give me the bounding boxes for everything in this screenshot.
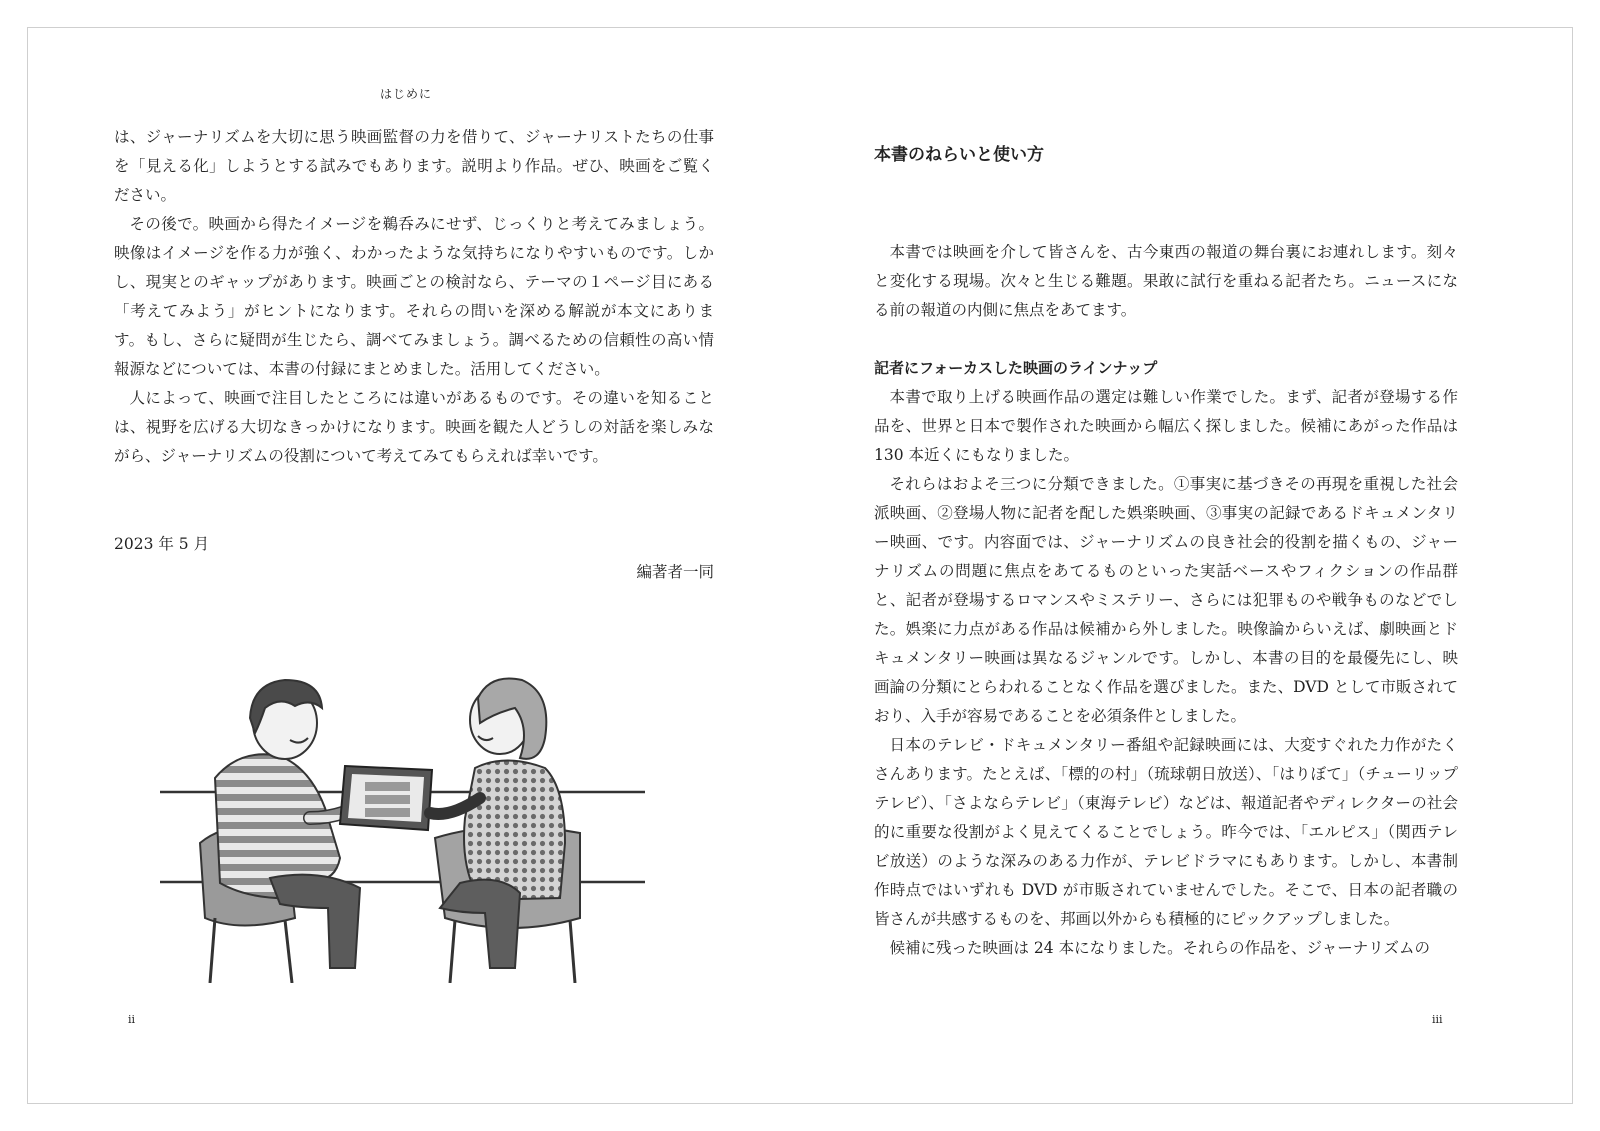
body-paragraph: それらはおよそ三つに分類できました。①事実に基づきその再現を重視した社会派映画、②登場人物に記者を配した娯楽映画、③事実の記録であるドキュメンタリー映画、です。内容面では、ジャーナリズムの良き社会的役割を描くもの、ジャーナリズムの問題に焦点をあてるものといった実話ベースやフィクションの作品群と、記者が登場するロマンスやミステリー、さらには犯罪ものや戦争ものなどでした。娯楽に力点がある作品は候補から外しました。映像論からいえば、劇映画とドキュメンタリー映画は異なるジャンルです。しかし、本書の目的を最優先にし、映画論の分類にとらわれることなく作品を選びました。また、DVD として市販されており、入手が容易であることを必須条件としました。 bbox=[874, 475, 1458, 725]
preface-date: 2023 年 5 月 bbox=[114, 535, 210, 553]
right-page-body bbox=[874, 238, 1458, 963]
body-paragraph: 日本のテレビ・ドキュメンタリー番組や記録映画には、大変すぐれた力作がたくさんあります。たとえば、「標的の村」（琉球朝日放送）、「はりぼて」（チューリップテレビ）、「さよならテレビ」（東海テレビ）などは、報道記者やディレクターの社会的に重要な役割がよく見えてくることでしょう。昨今では、「エルピス」（関西テレビ放送）のような深みのある力作が、テレビドラマにもあります。しかし、本書制作時点ではいずれも DVD が市販されていませんでした。そこで、日本の記者職の皆さんが共感するものを、邦画以外からも積極的にピックアップしました。 bbox=[874, 736, 1458, 928]
preface-signature: 編著者一同 bbox=[636, 563, 714, 581]
subheading: 記者にフォーカスした映画のラインナップ bbox=[874, 359, 1158, 377]
intro-paragraph: 本書では映画を介して皆さんを、古今東西の報道の舞台裏にお連れします。刻々と変化する現場。次々と生じる難題。果敢に試行を重ねる記者たち。ニュースになる前の報道の内側に焦点をあてます。 bbox=[874, 243, 1458, 319]
page-number-left: ii bbox=[128, 1013, 136, 1026]
page-number-right: iii bbox=[1432, 1013, 1443, 1026]
running-head: はじめに bbox=[380, 87, 433, 101]
body-paragraph: 人によって、映画で注目したところには違いがあるものです。その違いを知ることは、視野を広げる大切なきっかけになります。映画を観た人どうしの対話を楽しみながら、ジャーナリズムの役割について考えてみてもらえれば幸いです。 bbox=[114, 389, 714, 465]
body-paragraph: 本書で取り上げる映画作品の選定は難しい作業でした。まず、記者が登場する作品を、世界と日本で製作された映画から幅広く探しました。候補にあがった作品は 130 本近くにもなりました。 bbox=[874, 388, 1458, 464]
section-title: 本書のねらいと使い方 bbox=[874, 145, 1044, 165]
body-paragraph: 候補に残った映画は 24 本になりました。それらの作品を、ジャーナリズムの bbox=[889, 939, 1430, 957]
left-page-body bbox=[114, 123, 714, 471]
illustration-two-people-tablet bbox=[160, 668, 645, 983]
body-paragraph: その後で。映画から得たイメージを鵜呑みにせず、じっくりと考えてみましょう。映像はイメージを作る力が強く、わかったような気持ちになりやすいものです。しかし、現実とのギャップがあります。映画ごとの検討なら、テーマの１ページ目にある「考えてみよう」がヒントになります。それらの問いを深める解説が本文にあります。もし、さらに疑問が生じたら、調べてみましょう。調べるための信頼性の高い情報源などについては、本書の付録にまとめました。活用してください。 bbox=[114, 215, 714, 378]
body-paragraph: は、ジャーナリズムを大切に思う映画監督の力を借りて、ジャーナリストたちの仕事を「見える化」しようとする試みでもあります。説明より作品。ぜひ、映画をご覧ください。 bbox=[114, 128, 714, 204]
